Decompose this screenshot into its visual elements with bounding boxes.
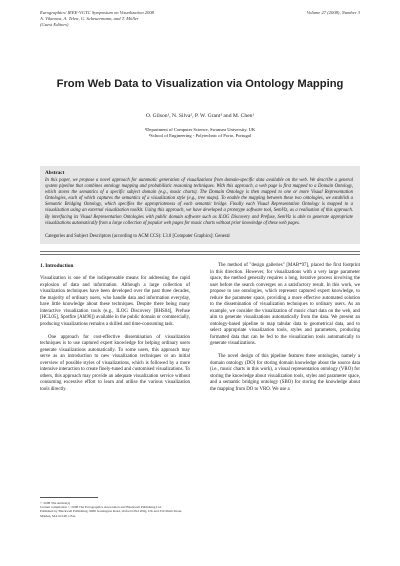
- abstract-text: In this paper, we propose a novel approach for automatic generation of visualizations from domain-specific data available on the web. We describe a general system pipeline that combines ontology mapping and probabilistic reasoning techniques. With this approach, a web page is first mapped to a Domain Ontology, which stores the semantics of a specific subject domain (e.g., music charts). The Domain Ontology is then mapped to one or more Visual Representation Ontologies, each of which captures the semantics of a visualization style (e.g., tree maps). To enable the mapping between these two ontologies, we establish a Semantic Bridging Ontology, which specifies the appropriateness of each semantic bridge. Finally each Visual Representation Ontology is mapped to a visualization using an external visualization toolkit. Using this approach, we have developed a prototype software tool, SemViz, as a realisation of this approach. By interfacing its Visual Representation Ontologies with public domain software such as ILOG Discovery and Prefuse, SemViz is able to generate appropriate visualizations automatically from a large collection of popular web pages for music charts without prior knowledge of these web pages.: [45, 178, 353, 226]
- paper-title: From Web Data to Visualization via Ontology Mapping: [56, 78, 344, 90]
- header-line: A. Vilanova, A. Telea, G. Scheuermann, and T. Möller: [40, 16, 139, 21]
- column-left: [40, 263, 190, 400]
- affiliation: ²School of Engineering - Polytechnic of Porto, Portugal: [148, 133, 252, 138]
- running-header-left: [40, 10, 154, 28]
- abstract-heading: Abstract: [45, 170, 65, 176]
- abstract-box: [40, 166, 360, 244]
- running-header-right: Volume 27 (2008), Number 3: [306, 10, 360, 15]
- header-line: (Guest Editors): [40, 22, 69, 27]
- section-heading: 1. Introduction: [40, 263, 74, 269]
- paragraph: The method of "design galleries" [MAB*97], placed the first footprint in this direction. However, for visualizations with a very large parameter space, the method generally requires a long, iterative process involving the user before the search converges on a satisfactory result. In this work, we propose to use ontologies, which represent captured expert knowledge, to reduce the parameter space, providing a more effective automated solution to the dissemination of visualization techniques to ordinary users. As an example, we consider the visualization of music chart data on the web, and aim to generate visualizations automatically from the data. We present an ontology-based pipeline to map tabular data to geometrical data, and to select appropriate visualization tools, styles and parameters, producing formatted data that can be fed to the visualization tools automatically to generate visualizations.: [210, 263, 360, 346]
- divider: [40, 254, 360, 255]
- affiliation: ¹Department of Computer Science, Swansea University, UK: [144, 127, 256, 132]
- categories: Categories and Subject Descriptors (according to ACM CCS): I.3.0 [Computer Graphics]: General: [45, 234, 230, 239]
- header-line: Eurographics/ IEEE-VGTC Symposium on Visualization 2008: [40, 10, 154, 15]
- divider: [40, 251, 360, 252]
- paragraph: The novel design of this pipeline features three ontologies, namely a domain ontology (DO) for storing domain knowledge about the source data (i.e., music charts in this work), a visual representation ontology (VRO) for storing the knowledge about visualization tools, styles and parameter space, and a semantic bridging ontology (SBO) for storing the knowledge about the mapping from DO to VRO. We use a: [210, 354, 360, 392]
- footnote-rule: [40, 497, 98, 498]
- paragraph: Visualization is one of the indispensable means for addressing the rapid explosion of data and information. Although a large collection of visualization techniques have been developed over the past three decades, the majority of ordinary users, who handle data and information everyday, have little knowledge about these techniques. Despite there being many interactive visualization tools (e.g., ILOG Discovery [BHS04], Prefuse [HCL05], Spotfire [Ahl96]) available in the public domain or commercially, producing visualizations remains a skilled and time-consuming task.: [40, 276, 190, 327]
- paragraph: One approach for cost-effective dissemination of visualization techniques is to use captured expert knowledge for helping ordinary users generate visualizations automatically. To some users, this approach may serve as an introduction to new visualization techniques or an initial overview of possible styles of visualizations, which is followed by a more intensive interaction to create finely-tuned and customised visualizations. To others, this approach may provide an adequate visualization service without consuming excessive effort to learn and utilise the various visualization tools directly.: [40, 334, 190, 392]
- column-right: [210, 263, 360, 400]
- copyright-footnote: © 2008 The Author(s) Journal compilation © 2008 The Eurographics Association and Blackwell Publishing Ltd. Published by Blackwell Publishing, 9600 Garsington Road, Oxford OX4 2DQ, UK and 350 Main Street, Malden, MA 02148, USA.: [40, 501, 183, 518]
- author-list: O. Gilson¹, N. Silva², P. W. Grant¹ and M. Chen¹: [145, 113, 255, 119]
